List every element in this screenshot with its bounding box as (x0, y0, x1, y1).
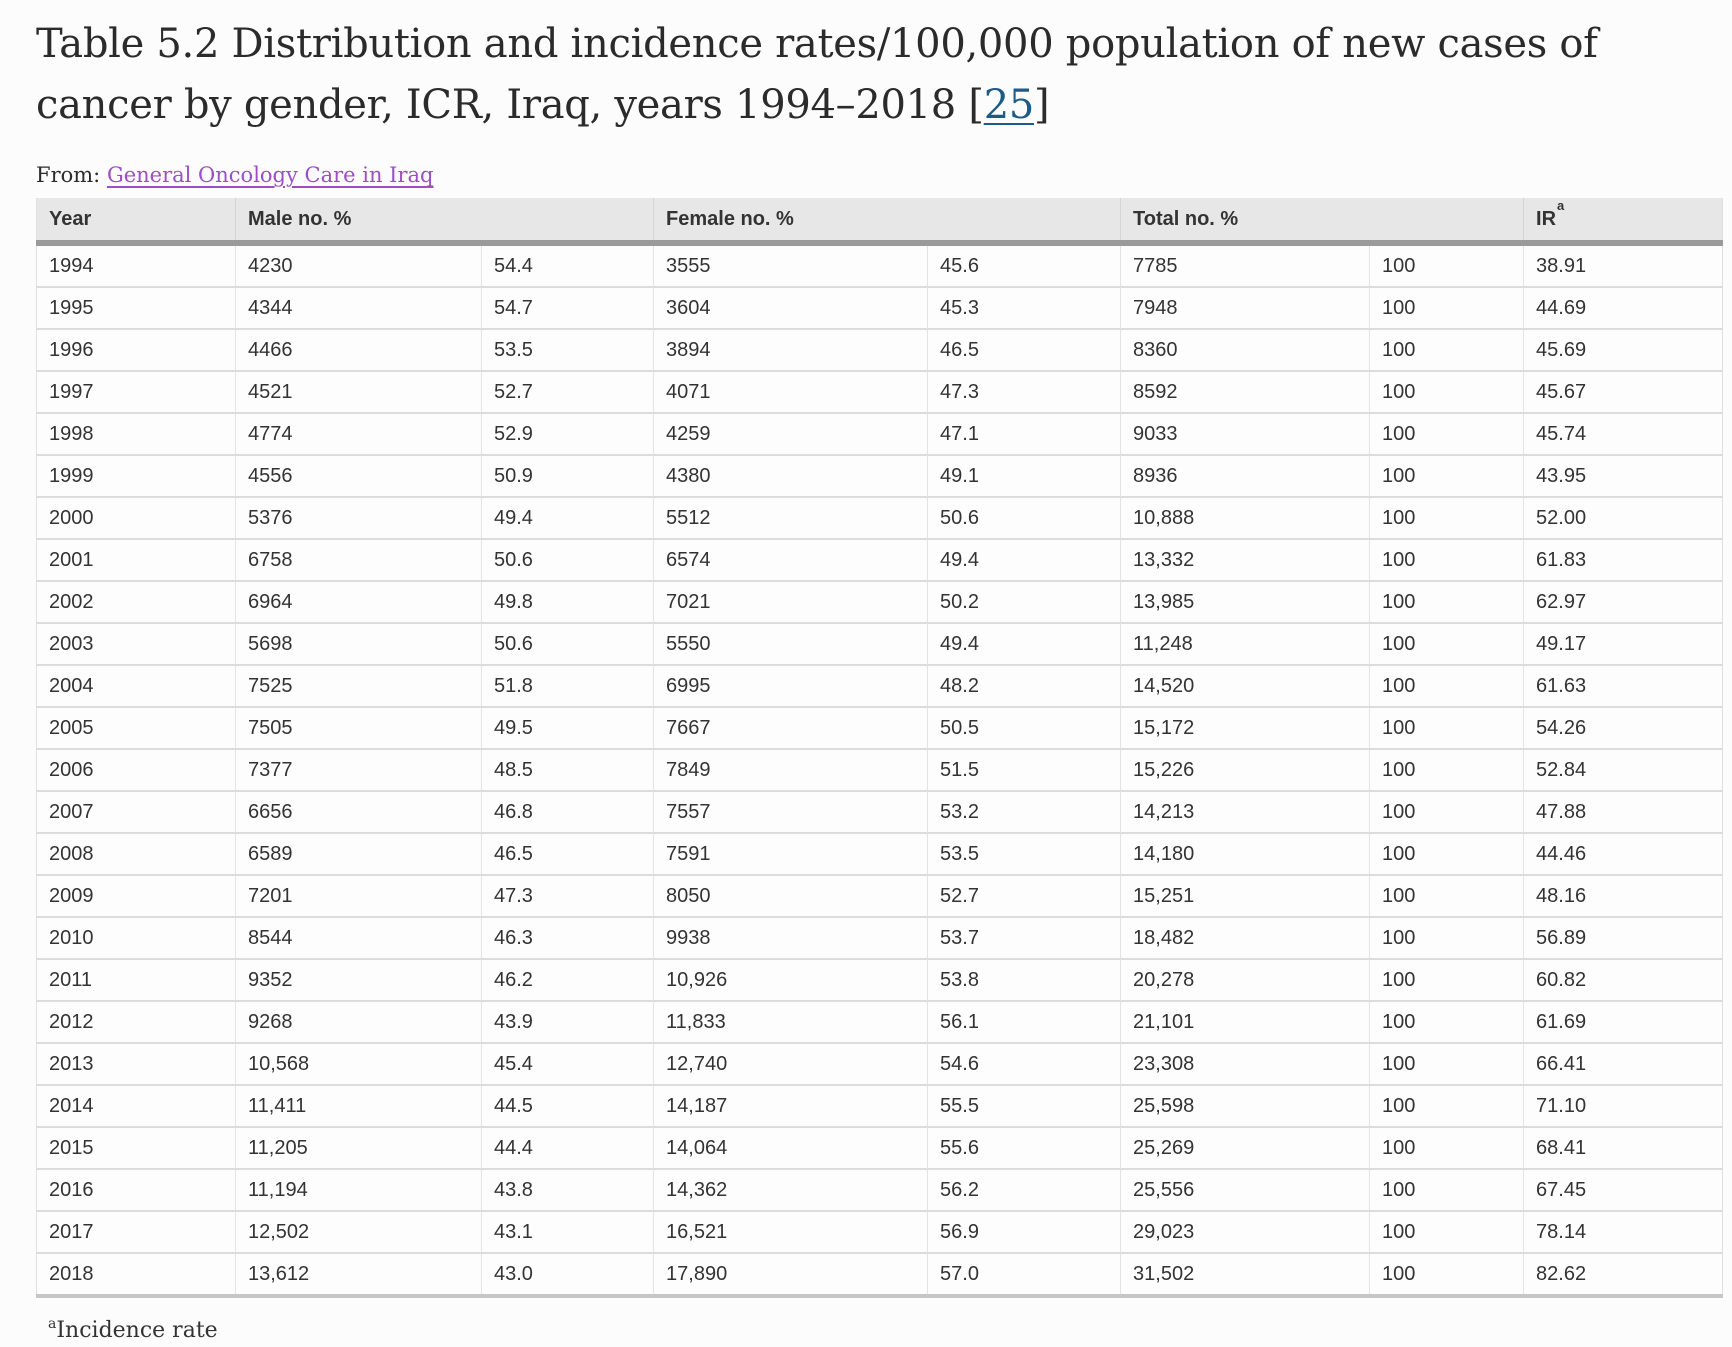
cell-year: 2006 (37, 749, 236, 791)
cell-female-no: 11,833 (654, 1001, 928, 1043)
cell-total-pct: 100 (1370, 833, 1524, 875)
cell-male-pct: 51.8 (482, 665, 654, 707)
cell-year: 1999 (37, 455, 236, 497)
page-title (36, 14, 1722, 136)
cell-total-no: 9033 (1121, 413, 1370, 455)
cell-year: 2000 (37, 497, 236, 539)
cell-male-no: 7505 (236, 707, 482, 749)
cell-male-pct: 54.4 (482, 243, 654, 287)
cell-female-pct: 53.2 (928, 791, 1121, 833)
table-body (37, 243, 1723, 1296)
cell-male-no: 6589 (236, 833, 482, 875)
cell-female-no: 7591 (654, 833, 928, 875)
cell-ir: 43.95 (1524, 455, 1723, 497)
table-row (37, 875, 1723, 917)
cell-male-no: 11,205 (236, 1127, 482, 1169)
table-row (37, 791, 1723, 833)
cell-total-no: 21,101 (1121, 1001, 1370, 1043)
cell-female-pct: 46.5 (928, 329, 1121, 371)
cell-male-no: 4556 (236, 455, 482, 497)
citation-open-bracket: [ (968, 82, 984, 128)
cell-male-no: 7525 (236, 665, 482, 707)
cell-year: 2002 (37, 581, 236, 623)
cell-year: 1998 (37, 413, 236, 455)
column-header-year: Year (37, 198, 236, 243)
cell-total-pct: 100 (1370, 243, 1524, 287)
cell-male-pct: 49.8 (482, 581, 654, 623)
table-row (37, 665, 1723, 707)
cell-ir: 62.97 (1524, 581, 1723, 623)
cell-male-pct: 48.5 (482, 749, 654, 791)
table-row (37, 1169, 1723, 1211)
cell-ir: 61.69 (1524, 1001, 1723, 1043)
cell-male-pct: 46.5 (482, 833, 654, 875)
cell-total-no: 18,482 (1121, 917, 1370, 959)
cell-ir: 44.69 (1524, 287, 1723, 329)
cell-total-no: 8360 (1121, 329, 1370, 371)
cell-female-pct: 55.5 (928, 1085, 1121, 1127)
cell-female-pct: 55.6 (928, 1127, 1121, 1169)
cell-male-pct: 46.8 (482, 791, 654, 833)
cell-female-pct: 53.7 (928, 917, 1121, 959)
cell-year: 2009 (37, 875, 236, 917)
cell-total-pct: 100 (1370, 371, 1524, 413)
cell-male-no: 11,411 (236, 1085, 482, 1127)
cell-female-pct: 50.5 (928, 707, 1121, 749)
cell-female-no: 10,926 (654, 959, 928, 1001)
cell-ir: 68.41 (1524, 1127, 1723, 1169)
cell-female-no: 4259 (654, 413, 928, 455)
cell-year: 2017 (37, 1211, 236, 1253)
cell-total-pct: 100 (1370, 1001, 1524, 1043)
cell-female-no: 4380 (654, 455, 928, 497)
cell-year: 2001 (37, 539, 236, 581)
cell-male-pct: 50.9 (482, 455, 654, 497)
column-header-male: Male no. % (236, 198, 654, 243)
title-line-2: cancer by gender, ICR, Iraq, years 1994–2018 (36, 82, 956, 128)
cell-female-pct: 52.7 (928, 875, 1121, 917)
column-header-total: Total no. % (1121, 198, 1524, 243)
cell-year: 1996 (37, 329, 236, 371)
cell-ir: 47.88 (1524, 791, 1723, 833)
cell-male-pct: 46.2 (482, 959, 654, 1001)
cell-male-pct: 43.0 (482, 1253, 654, 1296)
cell-total-no: 14,213 (1121, 791, 1370, 833)
cell-total-pct: 100 (1370, 917, 1524, 959)
cell-total-pct: 100 (1370, 707, 1524, 749)
source-line (36, 162, 1722, 188)
cell-ir: 45.69 (1524, 329, 1723, 371)
table-row (37, 1043, 1723, 1085)
cell-male-no: 6964 (236, 581, 482, 623)
table-row (37, 917, 1723, 959)
cell-female-no: 7021 (654, 581, 928, 623)
table-row (37, 497, 1723, 539)
cell-male-no: 4774 (236, 413, 482, 455)
cell-year: 1994 (37, 243, 236, 287)
column-header-ir: $IR^a$ (1524, 198, 1723, 243)
footnote-marker: a (48, 1315, 57, 1332)
cell-total-no: 15,226 (1121, 749, 1370, 791)
cell-total-no: 20,278 (1121, 959, 1370, 1001)
cell-female-pct: 49.4 (928, 539, 1121, 581)
table-row (37, 707, 1723, 749)
cell-female-no: 14,064 (654, 1127, 928, 1169)
cell-year: 2008 (37, 833, 236, 875)
table-row (37, 413, 1723, 455)
citation-link[interactable]: 25 (983, 82, 1034, 128)
table-row (37, 581, 1723, 623)
table-row (37, 959, 1723, 1001)
cell-year: 2005 (37, 707, 236, 749)
cell-ir: 66.41 (1524, 1043, 1723, 1085)
cell-female-no: 14,187 (654, 1085, 928, 1127)
cell-female-no: 3894 (654, 329, 928, 371)
cell-male-no: 12,502 (236, 1211, 482, 1253)
cell-ir: 45.67 (1524, 371, 1723, 413)
header-superscript: a (1557, 198, 1565, 214)
cell-total-pct: 100 (1370, 791, 1524, 833)
cell-total-pct: 100 (1370, 1085, 1524, 1127)
cell-total-no: 7785 (1121, 243, 1370, 287)
cell-male-pct: 43.1 (482, 1211, 654, 1253)
cell-female-no: 16,521 (654, 1211, 928, 1253)
cell-total-pct: 100 (1370, 1211, 1524, 1253)
cell-ir: 56.89 (1524, 917, 1723, 959)
citation (968, 82, 1049, 128)
footnote-text: Incidence rate (56, 1318, 218, 1343)
column-header-female: Female no. % (654, 198, 1121, 243)
cell-male-pct: 45.4 (482, 1043, 654, 1085)
table-row (37, 1253, 1723, 1296)
cell-total-no: 8936 (1121, 455, 1370, 497)
cell-ir: 52.00 (1524, 497, 1723, 539)
cell-female-pct: 47.3 (928, 371, 1121, 413)
cell-female-pct: 50.6 (928, 497, 1121, 539)
table-row (37, 1127, 1723, 1169)
cell-total-no: 14,180 (1121, 833, 1370, 875)
cell-male-pct: 54.7 (482, 287, 654, 329)
cell-male-no: 8544 (236, 917, 482, 959)
cell-total-no: 29,023 (1121, 1211, 1370, 1253)
cell-total-no: 13,985 (1121, 581, 1370, 623)
cell-female-pct: 57.0 (928, 1253, 1121, 1296)
cell-female-pct: 45.6 (928, 243, 1121, 287)
cell-male-pct: 53.5 (482, 329, 654, 371)
cell-male-no: 9268 (236, 1001, 482, 1043)
title-line-1: Table 5.2 Distribution and incidence rates/100,000 population of new cases of (36, 21, 1598, 67)
cell-year: 2007 (37, 791, 236, 833)
cell-male-no: 13,612 (236, 1253, 482, 1296)
cell-ir: 82.62 (1524, 1253, 1723, 1296)
cell-ir: 60.82 (1524, 959, 1723, 1001)
cell-male-pct: 52.7 (482, 371, 654, 413)
cell-year: 2018 (37, 1253, 236, 1296)
cell-male-pct: 50.6 (482, 623, 654, 665)
cell-female-pct: 54.6 (928, 1043, 1121, 1085)
cell-year: 1995 (37, 287, 236, 329)
cell-total-pct: 100 (1370, 623, 1524, 665)
table-row (37, 1211, 1723, 1253)
cell-female-no: 6574 (654, 539, 928, 581)
cell-female-pct: 47.1 (928, 413, 1121, 455)
cell-female-pct: 56.1 (928, 1001, 1121, 1043)
cell-female-no: 8050 (654, 875, 928, 917)
cell-total-no: 13,332 (1121, 539, 1370, 581)
cell-total-no: 31,502 (1121, 1253, 1370, 1296)
cell-female-no: 4071 (654, 371, 928, 413)
cell-female-no: 7667 (654, 707, 928, 749)
table-row (37, 371, 1723, 413)
cell-female-pct: 49.1 (928, 455, 1121, 497)
cell-total-pct: 100 (1370, 581, 1524, 623)
cell-male-pct: 44.5 (482, 1085, 654, 1127)
table-row (37, 1085, 1723, 1127)
cell-total-no: 15,251 (1121, 875, 1370, 917)
cell-female-pct: 56.9 (928, 1211, 1121, 1253)
cell-ir: 67.45 (1524, 1169, 1723, 1211)
cell-male-pct: 46.3 (482, 917, 654, 959)
cell-total-pct: 100 (1370, 1253, 1524, 1296)
cell-female-no: 5512 (654, 497, 928, 539)
cell-male-no: 4466 (236, 329, 482, 371)
source-link[interactable]: General Oncology Care in Iraq (106, 163, 434, 187)
cell-male-pct: 44.4 (482, 1127, 654, 1169)
table-row (37, 623, 1723, 665)
cell-male-no: 7377 (236, 749, 482, 791)
cell-year: 2003 (37, 623, 236, 665)
cell-female-no: 14,362 (654, 1169, 928, 1211)
cell-male-no: 4230 (236, 243, 482, 287)
cell-male-pct: 52.9 (482, 413, 654, 455)
cell-year: 2014 (37, 1085, 236, 1127)
table-row (37, 455, 1723, 497)
cell-female-no: 3555 (654, 243, 928, 287)
cell-ir: 71.10 (1524, 1085, 1723, 1127)
cell-year: 2015 (37, 1127, 236, 1169)
cell-ir: 48.16 (1524, 875, 1723, 917)
cell-total-no: 25,269 (1121, 1127, 1370, 1169)
cell-total-pct: 100 (1370, 959, 1524, 1001)
cell-female-pct: 51.5 (928, 749, 1121, 791)
cell-total-pct: 100 (1370, 413, 1524, 455)
cell-ir: 61.63 (1524, 665, 1723, 707)
cell-total-no: 14,520 (1121, 665, 1370, 707)
cell-year: 2010 (37, 917, 236, 959)
cell-female-pct: 53.5 (928, 833, 1121, 875)
table-row (37, 749, 1723, 791)
data-table (36, 198, 1723, 1298)
cell-female-pct: 50.2 (928, 581, 1121, 623)
cell-male-no: 4344 (236, 287, 482, 329)
table-row (37, 287, 1723, 329)
cell-male-no: 5698 (236, 623, 482, 665)
header-row (37, 198, 1723, 243)
table-row (37, 539, 1723, 581)
cell-male-no: 4521 (236, 371, 482, 413)
cell-female-no: 9938 (654, 917, 928, 959)
cell-total-no: 25,598 (1121, 1085, 1370, 1127)
cell-ir: 44.46 (1524, 833, 1723, 875)
cell-female-pct: 53.8 (928, 959, 1121, 1001)
cell-female-pct: 48.2 (928, 665, 1121, 707)
cell-male-pct: 43.8 (482, 1169, 654, 1211)
article-table-page (36, 14, 1722, 1344)
cell-male-no: 11,194 (236, 1169, 482, 1211)
cell-ir: 52.84 (1524, 749, 1723, 791)
cell-year: 2013 (37, 1043, 236, 1085)
cell-female-no: 7557 (654, 791, 928, 833)
cell-year: 1997 (37, 371, 236, 413)
cell-female-no: 12,740 (654, 1043, 928, 1085)
cell-male-no: 10,568 (236, 1043, 482, 1085)
cell-ir: 61.83 (1524, 539, 1723, 581)
table-row (37, 833, 1723, 875)
cell-male-no: 6656 (236, 791, 482, 833)
footnote (48, 1315, 1722, 1344)
cell-total-no: 23,308 (1121, 1043, 1370, 1085)
cell-year: 2011 (37, 959, 236, 1001)
cell-ir: 78.14 (1524, 1211, 1723, 1253)
cell-female-no: 7849 (654, 749, 928, 791)
cell-male-no: 7201 (236, 875, 482, 917)
cell-total-pct: 100 (1370, 539, 1524, 581)
cell-male-no: 6758 (236, 539, 482, 581)
cell-total-pct: 100 (1370, 875, 1524, 917)
cell-ir: 49.17 (1524, 623, 1723, 665)
cell-total-pct: 100 (1370, 455, 1524, 497)
cell-total-pct: 100 (1370, 287, 1524, 329)
cell-total-no: 11,248 (1121, 623, 1370, 665)
cell-total-no: 10,888 (1121, 497, 1370, 539)
cell-total-pct: 100 (1370, 329, 1524, 371)
cell-male-pct: 47.3 (482, 875, 654, 917)
cell-female-no: 17,890 (654, 1253, 928, 1296)
cell-male-no: 9352 (236, 959, 482, 1001)
table-row (37, 1001, 1723, 1043)
cell-total-no: 25,556 (1121, 1169, 1370, 1211)
cell-year: 2016 (37, 1169, 236, 1211)
cell-total-pct: 100 (1370, 497, 1524, 539)
table-row (37, 329, 1723, 371)
cell-total-pct: 100 (1370, 665, 1524, 707)
cell-male-no: 5376 (236, 497, 482, 539)
cell-female-pct: 45.3 (928, 287, 1121, 329)
cell-total-pct: 100 (1370, 1169, 1524, 1211)
cell-female-pct: 56.2 (928, 1169, 1121, 1211)
cell-male-pct: 49.5 (482, 707, 654, 749)
from-label: From: (36, 163, 101, 187)
cell-ir: 54.26 (1524, 707, 1723, 749)
cell-year: 2012 (37, 1001, 236, 1043)
cell-female-no: 5550 (654, 623, 928, 665)
cell-total-no: 8592 (1121, 371, 1370, 413)
cell-year: 2004 (37, 665, 236, 707)
cell-male-pct: 43.9 (482, 1001, 654, 1043)
cell-ir: 38.91 (1524, 243, 1723, 287)
table-row (37, 243, 1723, 287)
citation-close-bracket: ] (1034, 82, 1050, 128)
cell-female-pct: 49.4 (928, 623, 1121, 665)
cell-female-no: 3604 (654, 287, 928, 329)
cell-total-pct: 100 (1370, 749, 1524, 791)
cell-total-no: 7948 (1121, 287, 1370, 329)
cell-female-no: 6995 (654, 665, 928, 707)
cell-total-pct: 100 (1370, 1043, 1524, 1085)
cell-male-pct: 49.4 (482, 497, 654, 539)
cell-total-pct: 100 (1370, 1127, 1524, 1169)
cell-total-no: 15,172 (1121, 707, 1370, 749)
cell-male-pct: 50.6 (482, 539, 654, 581)
cell-ir: 45.74 (1524, 413, 1723, 455)
